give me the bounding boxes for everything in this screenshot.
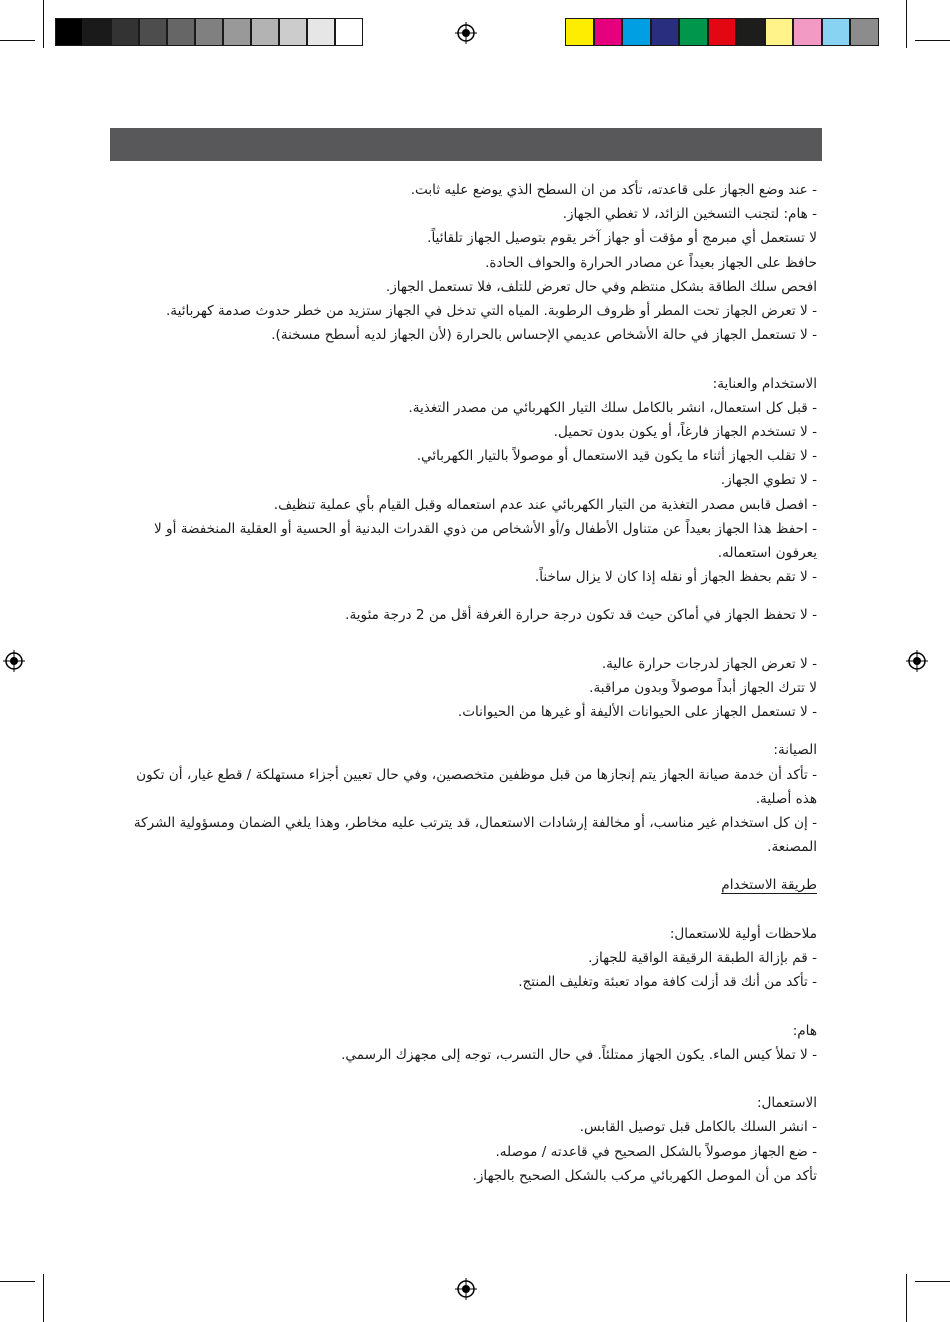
crop-mark: [906, 1274, 907, 1322]
color-swatch: [622, 18, 651, 46]
section-heading-maintenance: الصيانة:: [773, 742, 817, 759]
gray-swatch: [307, 18, 335, 46]
crop-mark: [43, 1274, 44, 1322]
grayscale-calibration-bar: [55, 18, 363, 46]
text-line: - لا تعرض الجهاز لدرجات حرارة عالية.: [601, 655, 817, 672]
registration-mark-icon: [455, 22, 477, 44]
section-heading-use: الاستعمال:: [756, 1095, 817, 1112]
color-swatch: [708, 18, 737, 46]
gray-swatch: [251, 18, 279, 46]
registration-mark-icon: [906, 650, 928, 672]
text-line: حافظ على الجهاز بعيداً عن مصادر الحرارة والحواف الحادة.: [485, 254, 817, 271]
text-line: - قبل كل استعمال، انشر بالكامل سلك التيار الكهربائي من مصدر التغذية.: [408, 399, 817, 416]
text-line: افحص سلك الطاقة بشكل منتظم وفي حال تعرض للتلف، فلا تستعمل الجهاز.: [385, 278, 817, 295]
gray-swatch: [55, 18, 83, 46]
gray-swatch: [279, 18, 307, 46]
text-line: - لا تملأ كيس الماء. يكون الجهاز ممتلئاً. في حال التسرب، توجه إلى مجهزك الرسمي.: [341, 1046, 817, 1063]
section-heading-usage-care: الاستخدام والعناية:: [712, 375, 817, 392]
gray-swatch: [167, 18, 195, 46]
crop-mark: [0, 40, 35, 41]
text-line: - لا تستعمل الجهاز في حالة الأشخاص عديمي الإحساس بالحرارة (لأن الجهاز لديه أسطح مسخنة).: [271, 327, 817, 344]
text-line: - تأكد من أنك قد أزلت كافة مواد تعبئة وتغليف المنتج.: [518, 974, 817, 991]
text-line: لا تترك الجهاز أبداً موصولاً وبدون مراقبة.: [589, 680, 817, 697]
text-line: - لا تحفظ الجهاز في أماكن حيث قد تكون درجة حرارة الغرفة أقل من 2 درجة مئوية.: [345, 607, 817, 624]
text-line: - لا تقلب الجهاز أثناء ما يكون قيد الاستعمال أو موصولاً بالتيار الكهربائي.: [416, 448, 817, 465]
color-swatch: [594, 18, 623, 46]
section-heading-preliminary-notes: ملاحظات أولية للاستعمال:: [669, 925, 817, 942]
color-swatch: [822, 18, 851, 46]
gray-swatch: [139, 18, 167, 46]
color-swatch: [651, 18, 680, 46]
gray-swatch: [111, 18, 139, 46]
text-line: - افصل قابس مصدر التغذية من التيار الكهربائي عند عدم استعماله وقبل القيام بأي عملية تنظيف.: [273, 496, 817, 513]
gray-swatch: [335, 18, 363, 46]
color-calibration-bar: [565, 18, 879, 46]
gray-swatch: [83, 18, 111, 46]
text-line: - لا تستعمل الجهاز على الحيوانات الأليفة أو غيرها من الحيوانات.: [457, 704, 817, 721]
text-line: - ضع الجهاز موصولاً بالشكل الصحيح في قاعدته / موصله.: [495, 1143, 817, 1160]
section-heading-method-of-use: طريقة الاستخدام: [721, 877, 817, 894]
section-header-band: [110, 128, 822, 161]
section-heading-important: هام:: [792, 1022, 817, 1039]
registration-mark-icon: [455, 1278, 477, 1300]
text-line: - لا تستخدم الجهاز فارغاً، أو يكون بدون تحميل.: [553, 424, 817, 441]
text-line: - هام: لتجنب التسخين الزائد، لا تغطي الجهاز.: [562, 206, 817, 223]
text-line: - قم بإزالة الطبقة الرقيقة الواقية للجهاز.: [588, 950, 817, 967]
crop-mark: [915, 40, 950, 41]
text-line: - لا تعرض الجهاز تحت المطر أو ظروف الرطوبة. المياه التي تدخل في الجهاز ستزيد من خطر حدوث صدمة كهربائية.: [165, 303, 817, 320]
text-line: - عند وضع الجهاز على قاعدته، تأكد من ان السطح الذي يوضع عليه ثابت.: [410, 182, 817, 198]
document-body: [112, 178, 817, 1188]
text-line: - تأكد أن خدمة صيانة الجهاز يتم إنجازها من قبل موظفين متخصصين، وفي حال تعيين أجزاء مستهلكة / قطع غيار، أن تكون هذه أصلية.: [136, 766, 817, 807]
crop-mark: [43, 0, 44, 48]
color-swatch: [765, 18, 794, 46]
text-line: - إن كل استخدام غير مناسب، أو مخالفة إرشادات الاستعمال، قد يترتب عليه مخاطر، وهذا يلغي الضمان ومسؤولية الشركة المصنعة.: [133, 815, 817, 856]
text-line: لا تستعمل أي مبرمج أو مؤقت أو جهاز آخر يقوم بتوصيل الجهاز تلقائياً.: [427, 230, 817, 247]
crop-mark: [915, 1281, 950, 1282]
crop-mark: [0, 1281, 35, 1282]
color-swatch: [679, 18, 708, 46]
text-line: - لا تطوي الجهاز.: [720, 472, 817, 489]
crop-mark: [906, 0, 907, 48]
registration-mark-icon: [3, 650, 25, 672]
color-swatch: [736, 18, 765, 46]
text-line: - احفظ هذا الجهاز بعيداً عن متناول الأطفال و/أو الأشخاص من ذوي القدرات البدنية أو الحسية أو العقلية المنخفضة أو لا يعرفون استعماله.: [153, 520, 817, 562]
text-line: - انشر السلك بالكامل قبل توصيل القابس.: [579, 1119, 817, 1136]
color-swatch: [565, 18, 594, 46]
color-swatch: [793, 18, 822, 46]
gray-swatch: [223, 18, 251, 46]
text-line: - لا تقم بحفظ الجهاز أو نقله إذا كان لا يزال ساخناً.: [534, 569, 817, 586]
gray-swatch: [195, 18, 223, 46]
color-swatch: [850, 18, 879, 46]
text-line: تأكد من أن الموصل الكهربائي مركب بالشكل الصحيح بالجهاز.: [472, 1167, 817, 1184]
